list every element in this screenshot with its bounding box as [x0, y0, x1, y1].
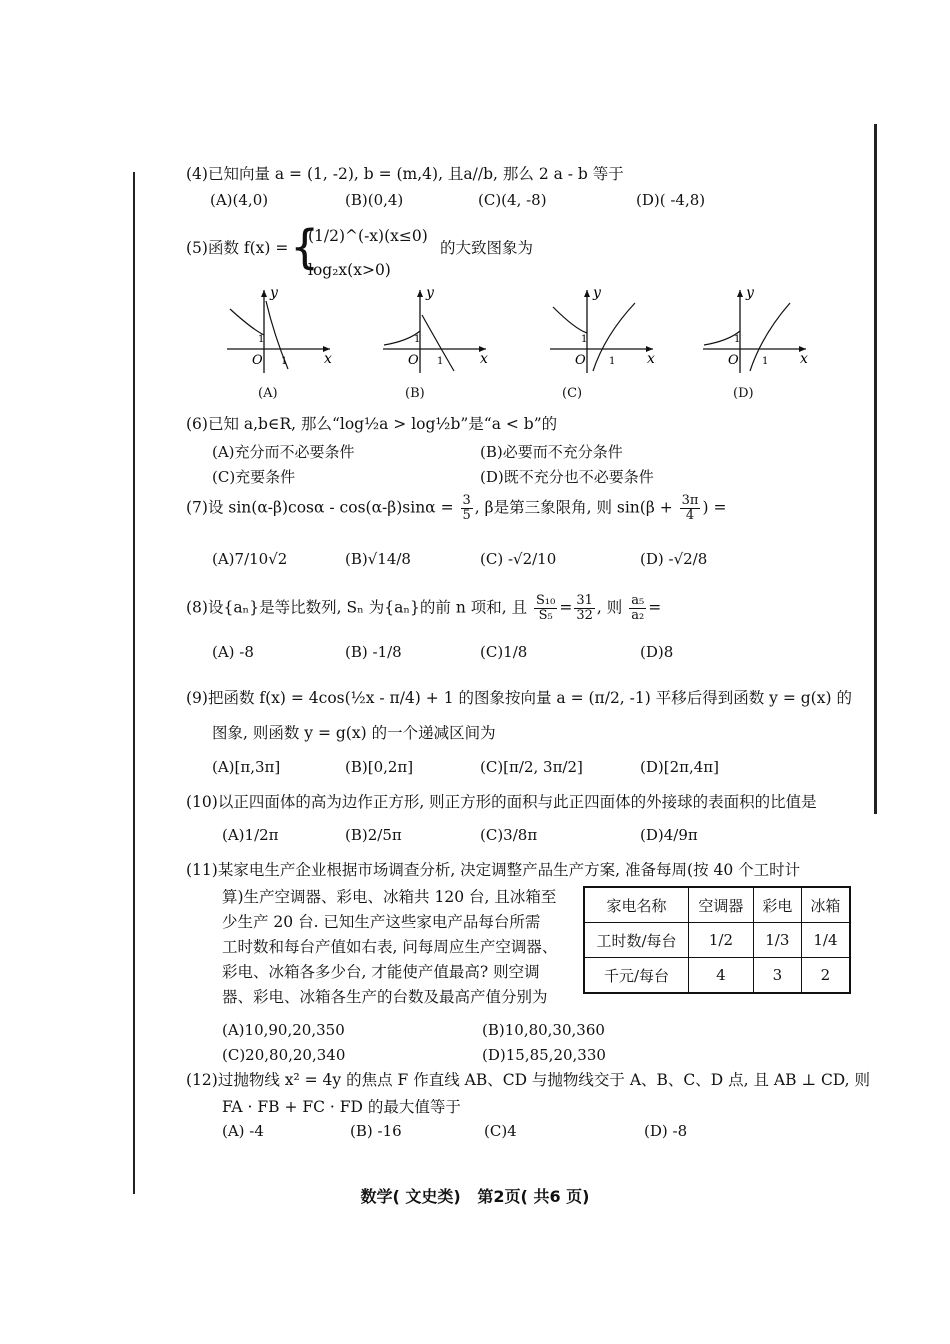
q10-option-a: (A)1/2π: [222, 826, 279, 844]
q10-option-b: (B)2/5π: [345, 826, 402, 844]
q5-label-d: (D): [733, 386, 754, 401]
q5-graph-a: [222, 285, 337, 375]
table-row: 千元/每台 4 3 2: [584, 958, 850, 994]
right-margin-line: [874, 124, 877, 814]
svg-text:O: O: [575, 353, 586, 368]
q4-option-a: (A)(4,0): [210, 191, 269, 209]
q7-option-d: (D) -√2/8: [640, 550, 708, 568]
q11-body-1: 算)生产空调器、彩电、冰箱共 120 台, 且冰箱至: [222, 888, 557, 906]
svg-text:O: O: [728, 353, 739, 368]
q7-fraction-2: $\frac{3\pi}{4}$: [681, 493, 699, 523]
q4-option-d: (D)( -4,8): [636, 191, 706, 209]
q5-prefix: (5)函数 f(x) =: [186, 239, 289, 257]
q5-suffix: 的大致图象为: [440, 239, 534, 257]
q4-stem: (4)已知向量 a = (1, -2), b = (m,4), 且a//b, 那么 2 a - b 等于: [186, 165, 624, 183]
table-row: 工时数/每台 1/2 1/3 1/4: [584, 923, 850, 958]
svg-text:1: 1: [281, 356, 288, 367]
svg-text:y: y: [746, 285, 754, 301]
q11-body-4: 彩电、冰箱各多少台, 才能使产值最高? 则空调: [222, 963, 540, 981]
q10-stem: (10)以正四面体的高为边作正方形, 则正方形的面积与此正四面体的外接球的表面积的比值是: [186, 793, 817, 811]
svg-text:1: 1: [581, 334, 588, 345]
q8-option-a: (A) -8: [212, 643, 254, 661]
svg-text:1: 1: [437, 356, 444, 367]
q7-option-b: (B)√14/8: [345, 550, 411, 568]
svg-text:x: x: [324, 351, 332, 367]
q12-line2: FA · FB + FC · FD 的最大值等于: [222, 1098, 461, 1116]
q12-line1: (12)过抛物线 x² = 4y 的焦点 F 作直线 AB、CD 与抛物线交于 A、B、C、D 点, 且 AB ⊥ CD, 则: [186, 1071, 871, 1089]
q4-option-b: (B)(0,4): [345, 191, 404, 209]
q8-option-d: (D)8: [640, 643, 674, 661]
table-header-row: 家电名称 空调器 彩电 冰箱: [584, 887, 850, 923]
q5-label-b: (B): [405, 386, 425, 401]
q9-line1: (9)把函数 f(x) = 4cos(½x - π/4) + 1 的图象按向量 a = (π/2, -1) 平移后得到函数 y = g(x) 的: [186, 689, 852, 707]
q11-option-c: (C)20,80,20,340: [222, 1046, 346, 1064]
q5-graph-d: [698, 285, 813, 375]
svg-text:x: x: [800, 351, 808, 367]
q5-graph-b: [378, 285, 493, 375]
svg-text:1: 1: [258, 334, 265, 345]
svg-text:O: O: [252, 353, 263, 368]
q6-option-d: (D)既不充分也不必要条件: [480, 468, 654, 486]
q5-graph-c: [545, 285, 660, 375]
svg-text:x: x: [647, 351, 655, 367]
svg-text:1: 1: [762, 356, 769, 367]
q6-option-b: (B)必要而不充分条件: [480, 443, 623, 461]
q11-body-5: 器、彩电、冰箱各生产的台数及最高产值分别为: [222, 988, 548, 1006]
q5-label-a: (A): [258, 386, 278, 401]
q7-fraction: $\frac{3}{5}$: [462, 493, 471, 523]
q5-piece1: (1/2)^(-x)(x≤0): [308, 227, 428, 245]
q11-option-b: (B)10,80,30,360: [482, 1021, 605, 1039]
q9-option-c: (C)[π/2, 3π/2]: [480, 758, 583, 776]
q10-option-d: (D)4/9π: [640, 826, 698, 844]
svg-text:x: x: [480, 351, 488, 367]
svg-text:y: y: [426, 285, 434, 301]
q9-option-b: (B)[0,2π]: [345, 758, 414, 776]
q11-body-2: 少生产 20 台. 已知生产这些家电产品每台所需: [222, 913, 541, 931]
q12-option-a: (A) -4: [222, 1122, 264, 1140]
svg-text:1: 1: [734, 334, 741, 345]
q11-line1: (11)某家电生产企业根据市场调查分析, 决定调整产品生产方案, 准备每周(按 40 个工时计: [186, 861, 801, 879]
svg-text:O: O: [408, 353, 419, 368]
q12-option-c: (C)4: [484, 1122, 517, 1140]
q5-brace: {: [290, 220, 320, 274]
svg-text:y: y: [593, 285, 601, 301]
q7-option-c: (C) -√2/10: [480, 550, 557, 568]
q9-line2: 图象, 则函数 y = g(x) 的一个递减区间为: [212, 724, 496, 742]
page-footer: 数学( 文史类) 第2页( 共6 页): [360, 1187, 590, 1206]
q11-body-3: 工时数和每台产值如右表, 问每周应生产空调器、: [222, 938, 558, 956]
q9-option-a: (A)[π,3π]: [212, 758, 281, 776]
svg-text:1: 1: [414, 334, 421, 345]
q6-stem: (6)已知 a,b∈R, 那么“log½a > log½b”是“a < b”的: [186, 415, 558, 433]
q12-option-d: (D) -8: [644, 1122, 688, 1140]
q7-option-a: (A)7/10√2: [212, 550, 288, 568]
q6-option-c: (C)充要条件: [212, 468, 296, 486]
q10-option-c: (C)3/8π: [480, 826, 538, 844]
left-margin-line: [133, 172, 135, 1194]
q11-option-a: (A)10,90,20,350: [222, 1021, 345, 1039]
q9-option-d: (D)[2π,4π]: [640, 758, 720, 776]
svg-text:y: y: [270, 285, 278, 301]
svg-text:1: 1: [609, 356, 616, 367]
q12-option-b: (B) -16: [350, 1122, 402, 1140]
q7-stem: (7)设 sin(α-β)cosα - cos(α-β)sinα = $\frac{3}{5}$ , β是第三象限角, 则 sin(β + $\frac{3\pi}{4}$ ) =: [186, 493, 727, 523]
q5-label-c: (C): [562, 386, 583, 401]
q8-stem: (8)设{aₙ}是等比数列, Sₙ 为{aₙ}的前 n 项和, 且 $\frac{\text{S₁₀}}{\text{S₅}}$ = $\frac{31}{32}$ , 则 $\frac{\text{a₅}}{\text{a₂}}$ =: [186, 593, 662, 623]
q8-option-c: (C)1/8: [480, 643, 528, 661]
q5-piece2: log₂x(x>0): [308, 261, 391, 279]
q8-option-b: (B) -1/8: [345, 643, 402, 661]
q4-option-c: (C)(4, -8): [478, 191, 547, 209]
q11-option-d: (D)15,85,20,330: [482, 1046, 606, 1064]
q6-option-a: (A)充分而不必要条件: [212, 443, 355, 461]
q11-table: [583, 886, 851, 994]
